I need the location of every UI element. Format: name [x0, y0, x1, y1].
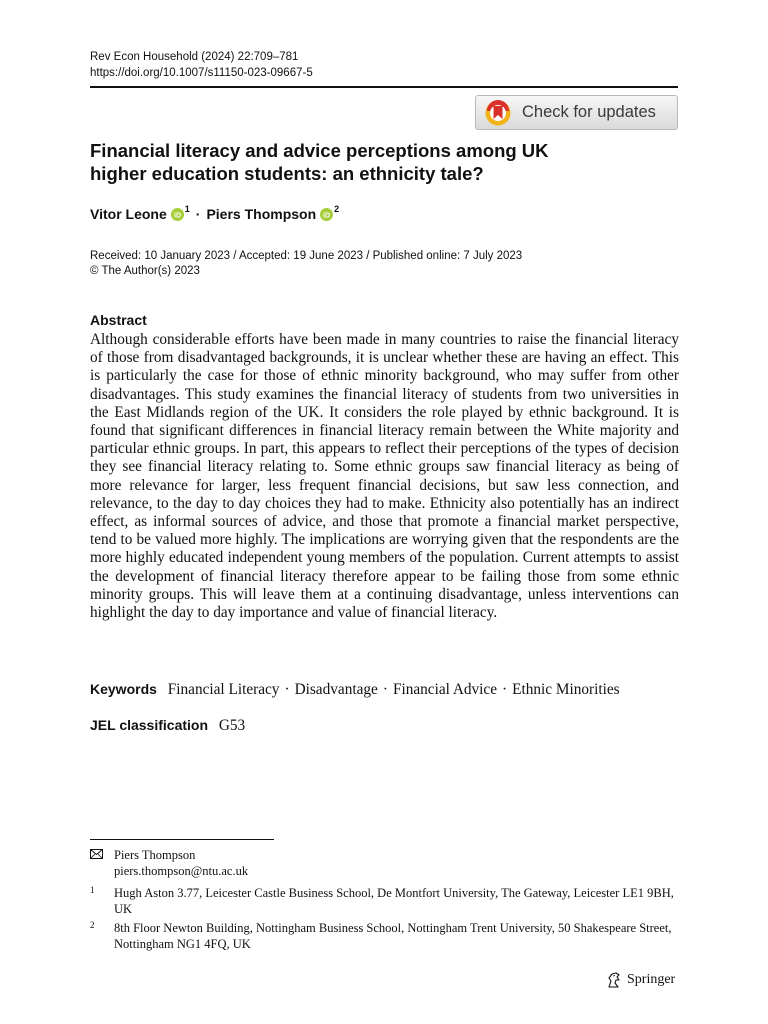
dates-line: Received: 10 January 2023 / Accepted: 19 June 2023 / Published online: 7 July 2023 — [90, 250, 523, 262]
check-for-updates-label: Check for updates — [522, 103, 656, 121]
paper-title — [90, 139, 650, 185]
doi-link[interactable]: https://doi.org/10.1007/s11150-023-09667-5 — [90, 67, 313, 79]
publisher-logo — [606, 971, 675, 989]
publisher-name: Springer — [627, 972, 676, 987]
affiliation-number: 2 — [90, 920, 95, 930]
keyword-separator: · — [284, 681, 290, 698]
jel-classification — [90, 717, 245, 735]
corresponding-author-name: Piers Thompson — [114, 848, 196, 862]
author-list — [90, 206, 339, 222]
keywords-label: Keywords — [90, 681, 157, 697]
author-name[interactable]: Vitor Leone — [90, 206, 167, 222]
paper-title-line-1: Financial literacy and advice perceptions among UK — [90, 140, 549, 161]
svg-text:iD: iD — [323, 211, 331, 219]
keyword-separator: · — [502, 681, 508, 698]
affiliation-number: 1 — [90, 885, 95, 895]
copyright-line: © The Author(s) 2023 — [90, 265, 200, 277]
abstract-heading: Abstract — [90, 312, 147, 328]
check-for-updates-button[interactable] — [475, 95, 678, 130]
footnote-rule — [90, 839, 274, 840]
corresponding-author-email[interactable]: piers.thompson@ntu.ac.uk — [114, 864, 249, 878]
orcid-icon[interactable] — [320, 208, 333, 221]
jel-label: JEL classification — [90, 717, 209, 733]
jel-value: G53 — [218, 717, 246, 734]
author-name[interactable]: Piers Thompson — [206, 206, 317, 222]
paper-title-line-2: higher education students: an ethnicity tale? — [90, 163, 484, 184]
abstract-body: Although considerable efforts have been made in many countries to raise the financial literacy of those from disadvantaged backgrounds, it is unclear whether these are having an effect. This is particularly the case for those of ethnic minority background, who may suffer from other disadvantages. This study examines the financial literacy of students from two universities in the East Midlands region of the UK. It considers the role played by ethnic background. It is found that significant differences in financial literacy remain between the White majority and particular ethnic groups. In part, this appears to reflect their perceptions of the types of decision they see financial literacy relating to. Some ethnic groups saw financial literacy as being of more relevance for larger, less frequent financial decisions, but saw less connection, and relevance, to the day to day choices they had to make. Ethnicity also potentially has an indirect effect, as informal sources of advice, and those that promote a financial market perspective, tend to be valued more highly. The implications are worrying given that the respondents are the more highly educated independent young members of the population. Current attempts to assist the development of financial literacy therefore appear to be failing those from some ethnic minority groups. This will leave them at a continuing disadvantage, unless interventions can highlight the day to day importance and value of financial literacy. — [90, 331, 679, 622]
keywords-line — [90, 681, 690, 699]
journal-citation: Rev Econ Household (2024) 22:709–781 — [90, 51, 299, 63]
springer-horse-icon — [606, 971, 623, 989]
keyword-item: Disadvantage — [294, 681, 378, 698]
journal-header — [90, 49, 313, 81]
affiliation-1 — [90, 885, 680, 917]
crossmark-icon — [484, 99, 512, 127]
author-affiliation-marker: 1 — [184, 204, 190, 214]
keyword-separator: · — [382, 681, 388, 698]
keyword-item: Ethnic Minorities — [512, 681, 620, 698]
author-separator: · — [195, 206, 201, 222]
publication-history — [90, 249, 522, 279]
author-affiliation-marker: 2 — [334, 204, 340, 214]
affiliation-text: 8th Floor Newton Building, Nottingham Business School, Nottingham Trent University, 50 Shakespeare Street, Nottingham NG1 4FQ, UK — [114, 921, 672, 951]
header-rule — [90, 86, 678, 88]
affiliation-text: Hugh Aston 3.77, Leicester Castle Business School, De Montfort University, The Gateway, Leicester LE1 9BH, UK — [114, 886, 674, 916]
keyword-item: Financial Advice — [392, 681, 498, 698]
svg-text:iD: iD — [173, 211, 181, 219]
envelope-icon — [90, 849, 103, 859]
orcid-icon[interactable] — [171, 208, 184, 221]
affiliation-2 — [90, 920, 680, 952]
keyword-item: Financial Literacy — [167, 681, 280, 698]
